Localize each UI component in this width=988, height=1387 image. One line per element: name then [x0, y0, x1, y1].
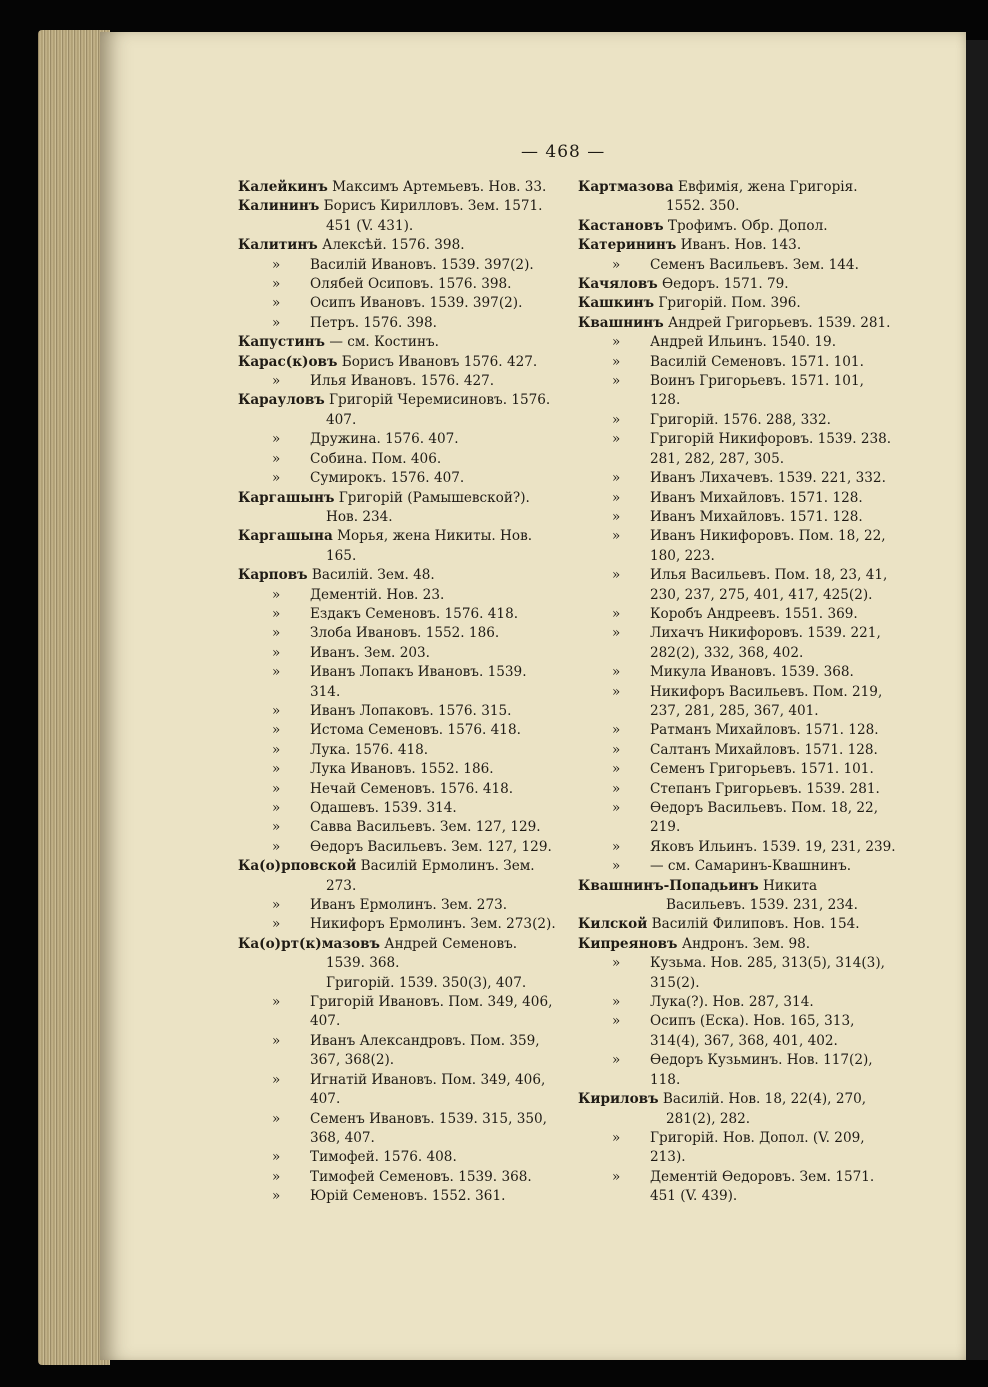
index-entry: [238, 605, 560, 624]
ditto-mark: »: [612, 664, 621, 681]
index-entry: [578, 915, 896, 934]
entry-text: Никифоръ Ермолинъ. Зем. 273(2).: [310, 916, 556, 933]
index-entry: [578, 489, 896, 508]
entry-text: Савва Васильевъ. Зем. 127, 129.: [310, 819, 541, 836]
ditto-mark: »: [612, 489, 621, 506]
ditto-mark: »: [272, 470, 281, 487]
index-entry: [238, 197, 560, 236]
entry-surname: Квашнинъ: [578, 314, 664, 331]
entry-surname: Карас(к)овъ: [238, 353, 338, 370]
index-entry: [578, 372, 896, 411]
index-entry: [578, 993, 896, 1012]
index-entry: [578, 1051, 896, 1090]
entry-text: Воинъ Григорьевъ. 1571. 101, 128.: [650, 373, 864, 409]
entry-text: Салтанъ Михайловъ. 1571. 128.: [650, 741, 878, 758]
index-entry: [578, 508, 896, 527]
index-entry: [578, 935, 896, 954]
index-entry: [578, 333, 896, 352]
entry-text: Степанъ Григорьевъ. 1539. 281.: [650, 780, 880, 797]
index-entry: [578, 760, 896, 779]
ditto-mark: »: [272, 741, 281, 758]
ditto-mark: »: [612, 1013, 621, 1030]
index-entry: [238, 935, 560, 974]
entry-text: Лука. 1576. 418.: [310, 741, 429, 758]
entry-surname: Ка(о)рповской: [238, 858, 357, 875]
ditto-mark: »: [272, 644, 281, 661]
entry-text: Семенъ Григорьевъ. 1571. 101.: [650, 761, 874, 778]
index-entry: [238, 818, 560, 837]
entry-text: Ѳедоръ Васильевъ. Пом. 18, 22, 219.: [650, 800, 879, 836]
index-entry: [578, 857, 896, 876]
ditto-mark: »: [272, 1168, 281, 1185]
index-entry: [578, 605, 896, 624]
index-entry: [238, 489, 560, 528]
entry-surname: Картмазова: [578, 179, 674, 195]
entry-surname: Кириловъ: [578, 1091, 659, 1108]
index-entry: [238, 566, 560, 585]
entry-text: Григорій. Нов. Допол. (V. 209, 213).: [650, 1129, 865, 1166]
entry-text: Злоба Ивановъ. 1552. 186.: [310, 625, 500, 642]
ditto-mark: »: [612, 1129, 621, 1146]
entry-text: Никифоръ Васильевъ. Пом. 219, 237, 281, 285, 367, 401.: [650, 683, 883, 719]
ditto-mark: »: [612, 838, 621, 855]
index-entry: [238, 236, 560, 255]
ditto-mark: »: [612, 1052, 621, 1069]
index-entry: [238, 527, 560, 566]
ditto-mark: »: [612, 605, 621, 622]
index-entry: [238, 586, 560, 605]
ditto-mark: »: [612, 411, 621, 428]
index-entry: [578, 1168, 896, 1207]
entry-text: Максимъ Артемьевъ. Нов. 33.: [332, 179, 547, 195]
ditto-mark: »: [612, 373, 621, 390]
ditto-mark: »: [272, 450, 281, 467]
index-entry: [238, 314, 560, 333]
ditto-mark: »: [612, 800, 621, 816]
entry-text: Борисъ Кирилловъ. Зем. 1571. 451 (V. 431).: [323, 198, 543, 234]
ditto-mark: »: [612, 955, 621, 972]
entry-text: Игнатій Ивановъ. Пом. 349, 406, 407.: [310, 1071, 546, 1108]
entry-text: Ратманъ Михайловъ. 1571. 128.: [650, 722, 879, 739]
entry-text: Трофимъ. Обр. Допол.: [667, 217, 828, 234]
ditto-mark: »: [272, 838, 281, 855]
entry-text: Григорій. 1576. 288, 332.: [650, 411, 831, 428]
entry-text: Ездакъ Семеновъ. 1576. 418.: [310, 605, 519, 622]
ditto-mark: »: [272, 664, 281, 681]
index-entry: [238, 275, 560, 294]
page-number: — 468 —: [521, 142, 606, 162]
entry-surname: Квашнинъ-Попадьинъ: [578, 877, 759, 894]
entry-surname: Карповъ: [238, 567, 308, 584]
entry-surname: Каргашынъ: [238, 489, 335, 506]
index-entry: [578, 217, 896, 236]
ditto-mark: »: [272, 1188, 281, 1205]
index-entry: [238, 1071, 560, 1110]
entry-text: Иванъ Михайловъ. 1571. 128.: [650, 508, 863, 525]
index-entry: [238, 1148, 560, 1167]
ditto-mark: »: [272, 295, 281, 312]
ditto-mark: »: [612, 761, 621, 778]
entry-text: Юрій Семеновъ. 1552. 361.: [310, 1188, 506, 1205]
entry-text: Нечай Семеновъ. 1576. 418.: [310, 780, 514, 797]
entry-text: Григорій Ивановъ. Пом. 349, 406, 407.: [310, 994, 553, 1030]
index-entry: [238, 178, 560, 197]
entry-text: Петръ. 1576. 398.: [310, 314, 437, 331]
ditto-mark: »: [272, 314, 281, 331]
index-entry: [578, 954, 896, 993]
entry-surname: Карауловъ: [238, 392, 325, 409]
ditto-mark: »: [612, 683, 621, 700]
entry-surname: Качяловъ: [578, 276, 658, 293]
entry-text: Андрей Григорьевъ. 1539. 281.: [667, 314, 891, 331]
index-entry: [578, 294, 896, 313]
ditto-mark: »: [272, 605, 281, 622]
index-entry: [238, 857, 560, 896]
entry-text: Лихачъ Никифоровъ. 1539. 221, 282(2), 332, 368, 402.: [650, 625, 881, 661]
index-entry: [578, 624, 896, 663]
ditto-mark: »: [272, 780, 281, 797]
index-entry: [578, 721, 896, 740]
index-entry: [238, 702, 560, 721]
entry-text: Григорій. Пом. 396.: [658, 295, 801, 312]
ditto-mark: »: [612, 256, 621, 273]
entry-surname: Калитинъ: [238, 237, 318, 254]
right-column: [578, 178, 896, 1207]
entry-text: Дементій Ѳедоровъ. Зем. 1571. 451 (V. 439).: [650, 1168, 875, 1205]
entry-text: Дружина. 1576. 407.: [310, 431, 459, 448]
index-entry: [238, 353, 560, 372]
entry-text: Василій Филиповъ. Нов. 154.: [651, 916, 860, 933]
entry-text: Сумирокъ. 1576. 407.: [310, 470, 465, 487]
entry-text: — см. Самаринъ-Квашнинъ.: [650, 858, 852, 875]
entry-text: Осипъ (Еска). Нов. 165, 313, 314(4), 367, 368, 401, 402.: [650, 1013, 855, 1049]
ditto-mark: »: [272, 431, 281, 448]
index-entry: [238, 333, 560, 352]
index-entry: [238, 760, 560, 779]
ditto-mark: »: [272, 276, 281, 293]
ditto-mark: »: [272, 994, 281, 1011]
index-entry: [578, 741, 896, 760]
index-entry: [238, 915, 560, 934]
entry-text: Иванъ Ермолинъ. Зем. 273.: [310, 897, 508, 914]
ditto-mark: »: [612, 994, 621, 1011]
index-entry: [238, 256, 560, 275]
entry-text: Илья Васильевъ. Пом. 18, 23, 41, 230, 237, 275, 401, 417, 425(2).: [650, 567, 888, 603]
entry-text: Василій. Зем. 48.: [311, 567, 435, 584]
entry-text: Истома Семеновъ. 1576. 418.: [310, 722, 521, 739]
entry-surname: Ка(о)рт(к)мазовъ: [238, 935, 380, 952]
entry-text: Ѳедоръ Васильевъ. Зем. 127, 129.: [310, 838, 552, 855]
index-entry: [578, 411, 896, 430]
index-entry: [238, 624, 560, 643]
ditto-mark: »: [612, 431, 621, 448]
entry-surname: Килской: [578, 916, 648, 933]
index-entry: [578, 1129, 896, 1168]
entry-text: Иванъ Михайловъ. 1571. 128.: [650, 489, 863, 506]
entry-text: Иванъ. Зем. 203.: [310, 644, 430, 661]
entry-text: — см. Костинъ.: [329, 334, 440, 351]
index-entry: [238, 1110, 560, 1149]
ditto-mark: »: [612, 780, 621, 797]
entry-text: Василій. Нов. 18, 22(4), 270, 281(2), 282.: [662, 1091, 867, 1127]
entry-text: Кузьма. Нов. 285, 313(5), 314(3), 315(2).: [650, 955, 885, 991]
index-entry: [238, 372, 560, 391]
ditto-mark: »: [612, 722, 621, 739]
ditto-mark: »: [272, 625, 281, 642]
ditto-mark: »: [272, 722, 281, 739]
entry-text: Олябей Осиповъ. 1576. 398.: [310, 276, 512, 293]
index-entry: [578, 780, 896, 799]
index-entry: [578, 353, 896, 372]
ditto-mark: »: [612, 625, 621, 642]
ditto-mark: »: [272, 761, 281, 778]
index-entry: [578, 469, 896, 488]
entry-surname: Кашкинъ: [578, 295, 655, 312]
ditto-mark: »: [612, 470, 621, 487]
ditto-mark: »: [612, 567, 621, 584]
index-entry: [238, 1187, 560, 1206]
ditto-mark: »: [612, 528, 621, 545]
entry-text: Собина. Пом. 406.: [310, 450, 442, 467]
index-entry: [238, 391, 560, 430]
ditto-mark: »: [272, 819, 281, 836]
entry-text: Григорій Черемисиновъ. 1576. 407.: [326, 392, 551, 428]
ditto-mark: »: [272, 586, 281, 603]
index-entry: [238, 469, 560, 488]
index-entry: [238, 663, 560, 702]
entry-text: Иванъ Никифоровъ. Пом. 18, 22, 180, 223.: [650, 528, 886, 564]
ditto-mark: »: [272, 1071, 281, 1088]
entry-surname: Каргашына: [238, 528, 333, 545]
index-entry: [238, 1032, 560, 1071]
entry-text: Илья Ивановъ. 1576. 427.: [310, 373, 495, 390]
entry-surname: Капустинъ: [238, 334, 325, 351]
ditto-mark: »: [612, 741, 621, 758]
index-entry: [238, 294, 560, 313]
ditto-mark: »: [272, 800, 281, 816]
entry-text: Тимофей. 1576. 408.: [310, 1149, 457, 1166]
index-entry: [238, 721, 560, 740]
entry-text: Андронъ. Зем. 98.: [681, 935, 811, 952]
entry-text: Коробъ Андреевъ. 1551. 369.: [650, 605, 858, 622]
entry-text: Ѳедоръ Кузьминъ. Нов. 117(2), 118.: [650, 1052, 873, 1088]
index-entry: [238, 644, 560, 663]
ditto-mark: »: [612, 353, 621, 370]
entry-text: Иванъ Лопакъ Ивановъ. 1539. 314.: [310, 664, 527, 700]
entry-text: Алексѣй. 1576. 398.: [322, 237, 465, 254]
ditto-mark: »: [272, 256, 281, 273]
index-entry: [238, 780, 560, 799]
entry-text: Андрей Ильинъ. 1540. 19.: [650, 334, 837, 351]
entry-text: Иванъ Лихачевъ. 1539. 221, 332.: [650, 470, 886, 487]
index-entry: [578, 1012, 896, 1051]
ditto-mark: »: [272, 897, 281, 914]
entry-text: Григорій (Рамышевской?). Нов. 234.: [326, 489, 530, 525]
index-entry: [578, 1090, 896, 1129]
ditto-mark: »: [272, 373, 281, 390]
facing-page-edge: [966, 40, 988, 1360]
index-entry: [238, 430, 560, 449]
ditto-mark: »: [272, 916, 281, 933]
entry-text: Ѳедоръ. 1571. 79.: [662, 276, 789, 293]
index-entry: [238, 838, 560, 857]
index-entry: [238, 1168, 560, 1187]
ditto-mark: »: [272, 702, 281, 719]
entry-text: Иванъ. Нов. 143.: [680, 237, 802, 254]
index-entry: [578, 683, 896, 722]
entry-text: Лука Ивановъ. 1552. 186.: [310, 761, 494, 778]
index-entry: [578, 799, 896, 838]
index-entry: [578, 566, 896, 605]
entry-text: Семенъ Васильевъ. Зем. 144.: [650, 256, 859, 273]
left-column: [238, 178, 560, 1207]
entry-text: Морья, жена Никиты. Нов. 165.: [326, 528, 533, 564]
entry-text: Андрей Семеновъ. 1539. 368.: [326, 935, 518, 972]
entry-text: Никита Васильевъ. 1539. 231, 234.: [666, 877, 858, 914]
entry-text: Дементій. Нов. 23.: [310, 586, 445, 603]
ditto-mark: »: [272, 1149, 281, 1166]
entry-text: Иванъ Лопаковъ. 1576. 315.: [310, 702, 512, 719]
entry-text: Григорій Никифоровъ. 1539. 238. 281, 282, 287, 305.: [650, 431, 892, 467]
entry-text: Иванъ Александровъ. Пом. 359, 367, 368(2).: [310, 1032, 540, 1069]
entry-text: Василій Ермолинъ. Зем. 273.: [326, 858, 535, 894]
entry-surname: Кастановъ: [578, 217, 664, 234]
ditto-mark: »: [272, 1032, 281, 1049]
ditto-mark: »: [612, 334, 621, 351]
index-entry: [238, 799, 560, 818]
ditto-mark: »: [612, 508, 621, 525]
entry-text: Осипъ Ивановъ. 1539. 397(2).: [310, 295, 523, 312]
index-entry: [578, 430, 896, 469]
index-entry: [578, 178, 896, 217]
entry-text: Борисъ Ивановъ 1576. 427.: [341, 353, 538, 370]
index-entry: [238, 450, 560, 469]
ditto-mark: »: [612, 858, 621, 875]
index-entry: [578, 877, 896, 916]
index-entry: [578, 314, 896, 333]
entry-surname: Катерининъ: [578, 237, 677, 254]
ditto-mark: »: [612, 1168, 621, 1185]
index-entry: [238, 993, 560, 1032]
entry-surname: Калейкинъ: [238, 179, 328, 195]
index-entry: [238, 896, 560, 915]
entry-text: Василій Семеновъ. 1571. 101.: [650, 353, 864, 370]
entry-text: Лука(?). Нов. 287, 314.: [650, 994, 814, 1011]
entry-text: Микула Ивановъ. 1539. 368.: [650, 664, 854, 681]
entry-surname: Кипреяновъ: [578, 935, 678, 952]
entry-text: Одашевъ. 1539. 314.: [310, 800, 457, 816]
index-entry: [578, 256, 896, 275]
entry-text: Тимофей Семеновъ. 1539. 368.: [310, 1168, 532, 1185]
index-entry: [578, 236, 896, 255]
index-entry: Григорій. 1539. 350(3), 407.: [326, 974, 527, 991]
entry-text: Евфимія, жена Григорія. 1552. 350.: [666, 179, 858, 215]
entry-surname: Калининъ: [238, 198, 320, 215]
ditto-mark: »: [272, 1110, 281, 1127]
index-entry: [578, 663, 896, 682]
entry-text: Яковъ Ильинъ. 1539. 19, 231, 239.: [650, 838, 896, 855]
index-entry: [578, 527, 896, 566]
index-entry: [238, 741, 560, 760]
index-entry: [578, 275, 896, 294]
entry-text: Семенъ Ивановъ. 1539. 315, 350, 368, 407.: [310, 1110, 547, 1146]
index-entry: [578, 838, 896, 857]
entry-text: Василій Ивановъ. 1539. 397(2).: [310, 256, 534, 273]
